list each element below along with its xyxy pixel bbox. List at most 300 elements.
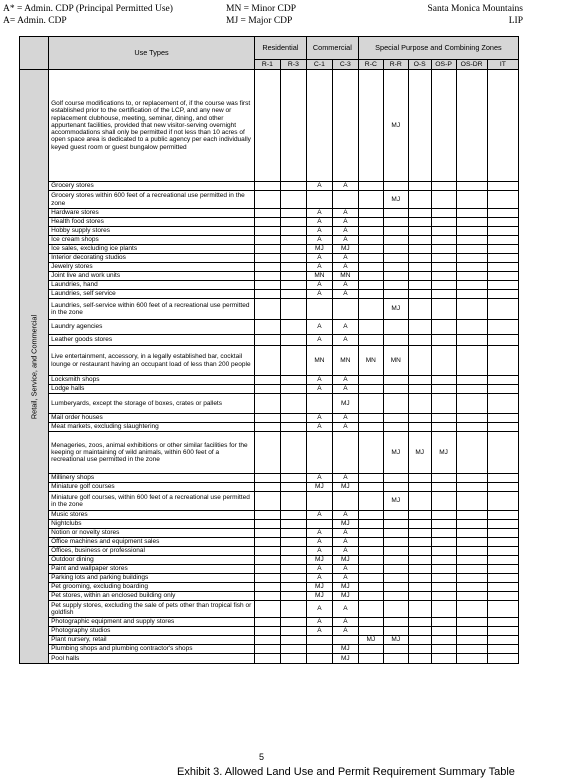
table-row <box>20 320 519 335</box>
permit-cell-o-s <box>408 601 431 618</box>
permit-cell-r-c <box>358 654 383 664</box>
permit-cell-r-3 <box>280 346 306 376</box>
permit-cell-os-dr <box>456 601 487 618</box>
permit-cell-it <box>487 191 518 209</box>
permit-cell-r-1 <box>254 281 280 290</box>
permit-cell-r-c <box>358 601 383 618</box>
legend-region: Santa Monica Mountains <box>427 4 523 14</box>
permit-cell-it <box>487 394 518 414</box>
permit-cell-os-dr <box>456 335 487 346</box>
permit-cell-o-s <box>408 574 431 583</box>
permit-cell-c-3: A <box>332 385 358 394</box>
permit-cell-r-c <box>358 394 383 414</box>
permit-cell-r-c <box>358 520 383 529</box>
permit-cell-o-s <box>408 645 431 654</box>
permit-cell-os-p <box>431 376 456 385</box>
permit-cell-os-dr <box>456 483 487 492</box>
permit-cell-it <box>487 520 518 529</box>
table-row <box>20 299 519 320</box>
table-row <box>20 565 519 574</box>
permit-cell-o-s <box>408 299 431 320</box>
permit-cell-os-p <box>431 520 456 529</box>
permit-cell-r-3 <box>280 654 306 664</box>
permit-cell-it <box>487 209 518 218</box>
permit-cell-r-r <box>383 601 408 618</box>
permit-cell-r-3 <box>280 547 306 556</box>
permit-cell-r-c <box>358 474 383 483</box>
permit-cell-o-s <box>408 209 431 218</box>
permit-cell-r-3 <box>280 254 306 263</box>
use-type-cell: Interior decorating studios <box>49 254 255 263</box>
permit-cell-c-1 <box>306 520 332 529</box>
permit-cell-r-1 <box>254 218 280 227</box>
zone-header-o-s: O-S <box>408 60 431 70</box>
permit-cell-os-p <box>431 320 456 335</box>
permit-cell-r-c <box>358 218 383 227</box>
permit-cell-r-r <box>383 290 408 299</box>
use-type-cell: Miniature golf courses <box>49 483 255 492</box>
permit-cell-c-3: MJ <box>332 654 358 664</box>
permit-cell-r-3 <box>280 272 306 281</box>
permit-cell-r-1 <box>254 376 280 385</box>
table-row <box>20 182 519 191</box>
permit-cell-c-1 <box>306 432 332 474</box>
permit-cell-o-s <box>408 483 431 492</box>
permit-cell-c-1: A <box>306 376 332 385</box>
permit-cell-r-c <box>358 254 383 263</box>
permit-cell-it <box>487 263 518 272</box>
permit-cell-c-3: A <box>332 254 358 263</box>
group-header-commercial: Commercial <box>306 37 358 60</box>
permit-cell-c-1: A <box>306 511 332 520</box>
permit-cell-it <box>487 601 518 618</box>
permit-cell-os-p <box>431 538 456 547</box>
table-row <box>20 290 519 299</box>
permit-cell-r-3 <box>280 70 306 182</box>
permit-cell-o-s <box>408 70 431 182</box>
permit-cell-o-s <box>408 245 431 254</box>
permit-cell-r-3 <box>280 645 306 654</box>
table-row <box>20 574 519 583</box>
permit-cell-r-r <box>383 182 408 191</box>
permit-cell-r-c <box>358 376 383 385</box>
permit-cell-c-1 <box>306 636 332 645</box>
permit-cell-os-dr <box>456 618 487 627</box>
table-row <box>20 483 519 492</box>
permit-cell-it <box>487 272 518 281</box>
permit-cell-c-1 <box>306 492 332 511</box>
permit-cell-os-p <box>431 272 456 281</box>
table-row <box>20 601 519 618</box>
permit-cell-r-3 <box>280 227 306 236</box>
permit-cell-r-c <box>358 70 383 182</box>
permit-cell-r-1 <box>254 394 280 414</box>
permit-cell-r-3 <box>280 618 306 627</box>
use-type-cell: Laundry agencies <box>49 320 255 335</box>
permit-cell-c-3: A <box>332 547 358 556</box>
permit-cell-o-s <box>408 218 431 227</box>
permit-cell-it <box>487 385 518 394</box>
permit-cell-c-1: MN <box>306 272 332 281</box>
permit-cell-o-s: MJ <box>408 432 431 474</box>
permit-cell-o-s <box>408 556 431 565</box>
permit-cell-it <box>487 335 518 346</box>
land-use-table <box>19 36 519 664</box>
permit-cell-o-s <box>408 492 431 511</box>
permit-cell-r-c <box>358 565 383 574</box>
permit-cell-os-p <box>431 335 456 346</box>
permit-cell-o-s <box>408 414 431 423</box>
permit-cell-r-c <box>358 432 383 474</box>
permit-cell-it <box>487 423 518 432</box>
permit-cell-r-3 <box>280 432 306 474</box>
table-row <box>20 335 519 346</box>
permit-cell-os-p <box>431 592 456 601</box>
permit-cell-os-dr <box>456 236 487 245</box>
permit-cell-os-p <box>431 654 456 664</box>
table-row <box>20 414 519 423</box>
permit-cell-c-1: MJ <box>306 483 332 492</box>
permit-cell-os-p <box>431 209 456 218</box>
permit-cell-os-dr <box>456 254 487 263</box>
permit-cell-r-r <box>383 618 408 627</box>
permit-cell-os-dr <box>456 245 487 254</box>
permit-cell-c-3 <box>332 492 358 511</box>
permit-cell-r-1 <box>254 432 280 474</box>
permit-cell-os-dr <box>456 394 487 414</box>
permit-cell-r-c <box>358 290 383 299</box>
permit-cell-r-r <box>383 529 408 538</box>
permit-cell-os-p <box>431 346 456 376</box>
permit-cell-c-3: A <box>332 227 358 236</box>
permit-cell-c-1 <box>306 394 332 414</box>
permit-cell-os-p <box>431 556 456 565</box>
use-type-cell: Jewelry stores <box>49 263 255 272</box>
permit-cell-r-r <box>383 385 408 394</box>
permit-cell-r-3 <box>280 299 306 320</box>
permit-cell-it <box>487 618 518 627</box>
table-row <box>20 394 519 414</box>
permit-cell-r-r: MJ <box>383 492 408 511</box>
table-row <box>20 209 519 218</box>
use-type-cell: Plumbing shops and plumbing contractor's shops <box>49 645 255 654</box>
permit-cell-o-s <box>408 627 431 636</box>
permit-cell-o-s <box>408 520 431 529</box>
permit-cell-os-dr <box>456 592 487 601</box>
zone-header-r-3: R-3 <box>280 60 306 70</box>
permit-cell-c-3: A <box>332 474 358 483</box>
use-type-cell: Ice sales, excluding ice plants <box>49 245 255 254</box>
permit-cell-c-1: A <box>306 574 332 583</box>
permit-cell-os-dr <box>456 529 487 538</box>
permit-cell-o-s <box>408 654 431 664</box>
permit-cell-o-s <box>408 618 431 627</box>
use-type-cell: Menageries, zoos, animal exhibitions or other similar facilities for the keeping or maintaining of wild animals, within 600 feet of a recreational use permitted in the zone <box>49 432 255 474</box>
permit-cell-c-3: MJ <box>332 394 358 414</box>
permit-cell-c-1: A <box>306 320 332 335</box>
table-row <box>20 538 519 547</box>
permit-cell-r-r <box>383 423 408 432</box>
permit-cell-r-3 <box>280 376 306 385</box>
permit-cell-r-r <box>383 654 408 664</box>
permit-cell-r-1 <box>254 636 280 645</box>
permit-cell-c-1: A <box>306 281 332 290</box>
permit-cell-it <box>487 245 518 254</box>
table-row <box>20 245 519 254</box>
permit-cell-os-p <box>431 627 456 636</box>
table-row <box>20 346 519 376</box>
permit-cell-r-3 <box>280 290 306 299</box>
permit-cell-os-dr <box>456 547 487 556</box>
permit-cell-it <box>487 556 518 565</box>
table-row <box>20 272 519 281</box>
permit-cell-r-c <box>358 414 383 423</box>
permit-cell-os-p <box>431 254 456 263</box>
table-row <box>20 191 519 209</box>
permit-cell-it <box>487 645 518 654</box>
permit-cell-r-r <box>383 320 408 335</box>
permit-cell-r-c <box>358 320 383 335</box>
permit-cell-r-c <box>358 182 383 191</box>
use-type-cell: Photographic equipment and supply stores <box>49 618 255 627</box>
permit-cell-c-3: A <box>332 565 358 574</box>
permit-cell-r-3 <box>280 601 306 618</box>
permit-cell-c-3 <box>332 636 358 645</box>
permit-cell-r-r <box>383 263 408 272</box>
table-row <box>20 385 519 394</box>
corner-cell <box>20 37 49 70</box>
permit-cell-r-1 <box>254 346 280 376</box>
permit-cell-r-r <box>383 209 408 218</box>
permit-cell-o-s <box>408 272 431 281</box>
table-row <box>20 254 519 263</box>
permit-cell-c-3: A <box>332 529 358 538</box>
table-row <box>20 218 519 227</box>
permit-cell-r-3 <box>280 209 306 218</box>
use-type-cell: Hobby supply stores <box>49 227 255 236</box>
permit-cell-r-1 <box>254 263 280 272</box>
permit-cell-r-c <box>358 547 383 556</box>
permit-cell-r-1 <box>254 474 280 483</box>
legend-admin-cdp: A= Admin. CDP <box>3 16 67 26</box>
use-type-cell: Music stores <box>49 511 255 520</box>
permit-cell-c-1: MN <box>306 346 332 376</box>
permit-cell-r-1 <box>254 423 280 432</box>
permit-cell-it <box>487 565 518 574</box>
permit-cell-r-1 <box>254 385 280 394</box>
permit-cell-it <box>487 474 518 483</box>
permit-cell-r-c <box>358 529 383 538</box>
permit-cell-c-3: A <box>332 320 358 335</box>
permit-cell-c-3: MJ <box>332 245 358 254</box>
permit-cell-r-c <box>358 227 383 236</box>
use-type-cell: Joint live and work units <box>49 272 255 281</box>
permit-cell-r-r: MJ <box>383 191 408 209</box>
permit-cell-r-1 <box>254 182 280 191</box>
category-side-label: Retail, Service, and Commercial <box>29 314 39 419</box>
permit-cell-o-s <box>408 592 431 601</box>
permit-cell-c-3: A <box>332 511 358 520</box>
use-type-cell: Office machines and equipment sales <box>49 538 255 547</box>
use-types-header: Use Types <box>49 37 255 70</box>
permit-cell-r-r <box>383 254 408 263</box>
use-type-cell: Nightclubs <box>49 520 255 529</box>
permit-cell-c-3: MJ <box>332 520 358 529</box>
permit-cell-os-dr <box>456 281 487 290</box>
permit-cell-os-p <box>431 565 456 574</box>
permit-cell-r-1 <box>254 320 280 335</box>
table-row <box>20 432 519 474</box>
table-row <box>20 583 519 592</box>
permit-cell-r-c <box>358 492 383 511</box>
permit-cell-os-dr <box>456 70 487 182</box>
table-row <box>20 592 519 601</box>
permit-cell-c-1: A <box>306 218 332 227</box>
table-row <box>20 645 519 654</box>
permit-cell-c-1: A <box>306 335 332 346</box>
permit-cell-r-1 <box>254 654 280 664</box>
permit-cell-r-c <box>358 583 383 592</box>
permit-cell-o-s <box>408 320 431 335</box>
permit-cell-r-c <box>358 627 383 636</box>
permit-cell-r-r: MJ <box>383 636 408 645</box>
permit-cell-it <box>487 320 518 335</box>
table-row <box>20 654 519 664</box>
permit-cell-os-dr <box>456 538 487 547</box>
permit-cell-os-dr <box>456 474 487 483</box>
permit-cell-o-s <box>408 263 431 272</box>
permit-cell-r-1 <box>254 511 280 520</box>
permit-cell-o-s <box>408 511 431 520</box>
permit-cell-c-1: A <box>306 414 332 423</box>
permit-cell-r-c: MJ <box>358 636 383 645</box>
permit-cell-r-3 <box>280 574 306 583</box>
permit-cell-c-3: A <box>332 423 358 432</box>
table-row <box>20 636 519 645</box>
permit-cell-r-c <box>358 263 383 272</box>
permit-cell-c-1: A <box>306 565 332 574</box>
permit-cell-r-c <box>358 423 383 432</box>
permit-cell-c-3: A <box>332 209 358 218</box>
permit-cell-c-3: A <box>332 601 358 618</box>
use-type-cell: Offices, business or professional <box>49 547 255 556</box>
permit-cell-os-p <box>431 645 456 654</box>
permit-cell-r-c <box>358 272 383 281</box>
permit-cell-os-dr <box>456 290 487 299</box>
permit-cell-it <box>487 70 518 182</box>
permit-cell-c-1: MJ <box>306 245 332 254</box>
use-type-cell: Notion or novelty stores <box>49 529 255 538</box>
permit-cell-os-dr <box>456 520 487 529</box>
permit-cell-r-r <box>383 335 408 346</box>
table-row <box>20 547 519 556</box>
permit-cell-c-1: A <box>306 209 332 218</box>
table-body <box>20 70 519 664</box>
table-row <box>20 627 519 636</box>
table-row <box>20 70 519 182</box>
permit-cell-os-dr <box>456 376 487 385</box>
permit-cell-os-dr <box>456 583 487 592</box>
table-row <box>20 520 519 529</box>
use-type-cell: Miniature golf courses, within 600 feet of a recreational use permitted in the zone <box>49 492 255 511</box>
permit-cell-os-dr <box>456 209 487 218</box>
table-row <box>20 492 519 511</box>
permit-cell-it <box>487 492 518 511</box>
permit-cell-c-1: A <box>306 254 332 263</box>
permit-cell-it <box>487 636 518 645</box>
use-type-cell: Grocery stores <box>49 182 255 191</box>
permit-cell-it <box>487 376 518 385</box>
use-type-cell: Health food stores <box>49 218 255 227</box>
permit-cell-r-r <box>383 627 408 636</box>
permit-cell-c-3: MJ <box>332 592 358 601</box>
permit-cell-os-dr <box>456 272 487 281</box>
permit-cell-r-3 <box>280 492 306 511</box>
zone-header-it: IT <box>487 60 518 70</box>
permit-cell-c-1: A <box>306 263 332 272</box>
table-row <box>20 529 519 538</box>
permit-cell-r-1 <box>254 618 280 627</box>
permit-cell-r-3 <box>280 263 306 272</box>
permit-cell-c-1: A <box>306 227 332 236</box>
use-type-cell: Laundries, hand <box>49 281 255 290</box>
permit-cell-r-r <box>383 227 408 236</box>
permit-cell-r-1 <box>254 556 280 565</box>
group-header-residential: Residential <box>254 37 306 60</box>
table-row <box>20 263 519 272</box>
permit-cell-r-1 <box>254 254 280 263</box>
permit-cell-c-3: MJ <box>332 583 358 592</box>
permit-cell-r-1 <box>254 191 280 209</box>
permit-cell-r-c <box>358 645 383 654</box>
permit-cell-c-3: A <box>332 281 358 290</box>
legend-minor-cdp: MN = Minor CDP <box>226 4 297 14</box>
permit-cell-r-3 <box>280 385 306 394</box>
permit-cell-it <box>487 529 518 538</box>
permit-cell-os-dr <box>456 432 487 474</box>
permit-cell-os-dr <box>456 645 487 654</box>
permit-cell-os-p <box>431 70 456 182</box>
permit-cell-it <box>487 281 518 290</box>
permit-cell-r-1 <box>254 529 280 538</box>
permit-cell-os-p <box>431 583 456 592</box>
zone-header-os-p: OS-P <box>431 60 456 70</box>
permit-cell-c-3: A <box>332 574 358 583</box>
permit-cell-r-r <box>383 474 408 483</box>
permit-cell-r-3 <box>280 529 306 538</box>
permit-cell-r-r <box>383 547 408 556</box>
use-type-cell: Lumberyards, except the storage of boxes, crates or pallets <box>49 394 255 414</box>
legend-major-cdp: MJ = Major CDP <box>226 16 293 26</box>
permit-cell-c-1: A <box>306 601 332 618</box>
permit-cell-r-3 <box>280 236 306 245</box>
permit-cell-r-1 <box>254 299 280 320</box>
permit-cell-r-c: MN <box>358 346 383 376</box>
permit-cell-r-1 <box>254 645 280 654</box>
permit-cell-os-p <box>431 218 456 227</box>
permit-cell-os-dr <box>456 227 487 236</box>
table-row <box>20 281 519 290</box>
permit-cell-c-1: A <box>306 538 332 547</box>
permit-cell-r-r <box>383 511 408 520</box>
permit-cell-c-1: A <box>306 529 332 538</box>
permit-cell-o-s <box>408 227 431 236</box>
table-row <box>20 474 519 483</box>
permit-cell-os-dr <box>456 299 487 320</box>
permit-cell-c-3: A <box>332 627 358 636</box>
permit-cell-r-3 <box>280 245 306 254</box>
table-row <box>20 376 519 385</box>
